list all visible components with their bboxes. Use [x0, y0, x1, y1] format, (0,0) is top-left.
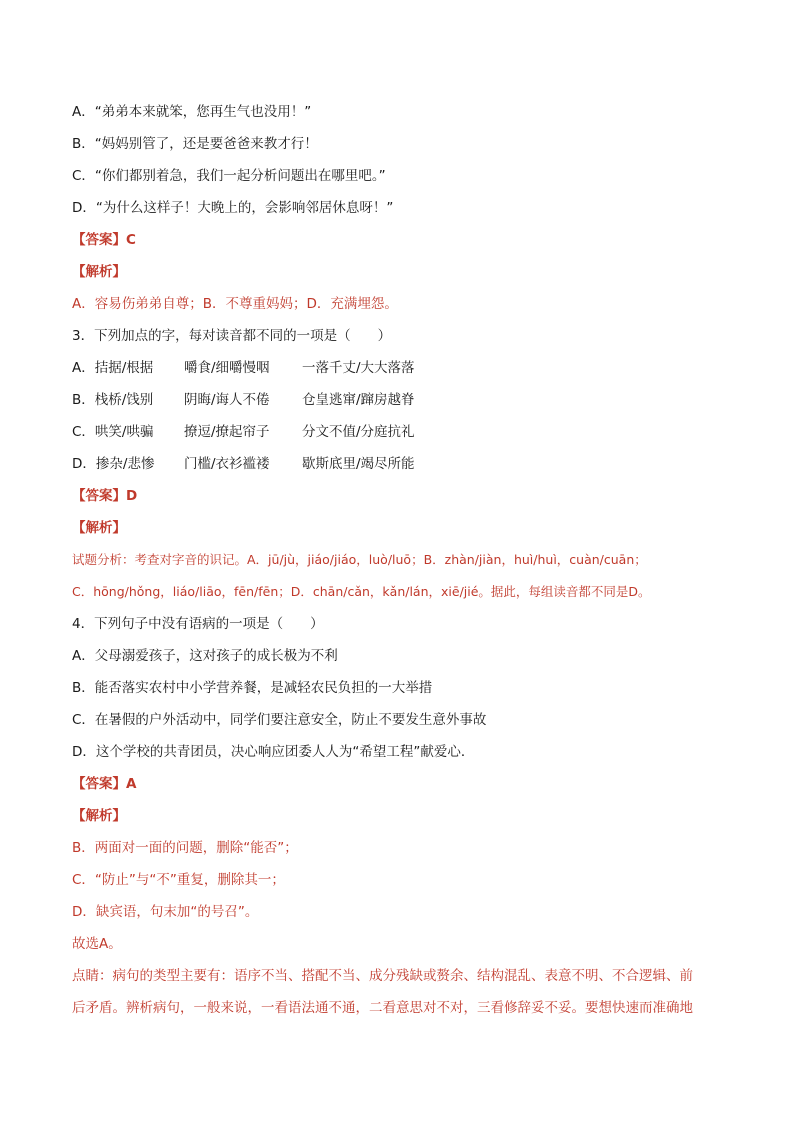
q3-option-d-2: 门槛/衣衫褴褛 — [184, 456, 270, 472]
q3-analysis-line-1: 试题分析：考查对字音的识记。A．jū/jù，jiáo/jiáo，luò/luō；B．zhàn/jiàn，huì/huì，cuàn/cuān； — [72, 552, 647, 567]
q3-option-b-3: 仓皇逃窜/蹿房越脊 — [302, 392, 415, 408]
q2-analysis: A．容易伤弟弟自尊；B．不尊重妈妈；D．充满埋怨。 — [72, 296, 398, 312]
q3-option-c-3: 分文不值/分庭抗礼 — [302, 424, 415, 440]
q4-stem: 4．下列句子中没有语病的一项是（ ） — [72, 616, 324, 632]
q3-option-c-2: 撩逗/撩起帘子 — [184, 424, 270, 440]
q3-option-a-2: 嚼食/细嚼慢咽 — [184, 360, 270, 376]
q4-note-line-1: 点睛：病句的类型主要有：语序不当、搭配不当、成分残缺或赘余、结构混乱、表意不明、不合逻辑、前 — [72, 968, 693, 984]
q2-option-d: D．“为什么这样子！大晚上的，会影响邻居休息呀！” — [72, 200, 394, 216]
q3-option-d-3: 歇斯底里/竭尽所能 — [302, 456, 415, 472]
q3-option-c-1: C．哄笑/哄骗 — [72, 424, 154, 440]
q4-analysis-label: 【解析】 — [72, 808, 126, 824]
q3-answer: 【答案】D — [72, 488, 138, 504]
q3-option-b-1: B．栈桥/饯别 — [72, 392, 154, 408]
q3-option-a-3: 一落千丈/大大落落 — [302, 360, 415, 376]
q3-option-a-1: A．拮据/根据 — [72, 360, 154, 376]
q4-analysis-c: C．“防止”与“不”重复，删除其一； — [72, 872, 285, 888]
q4-option-b: B．能否落实农村中小学营养餐，是减轻农民负担的一大举措 — [72, 680, 433, 696]
q3-option-d-1: D．掺杂/悲惨 — [72, 456, 155, 472]
q2-answer: 【答案】C — [72, 232, 136, 248]
q4-option-c: C．在暑假的户外活动中，同学们要注意安全，防止不要发生意外事故 — [72, 712, 487, 728]
q3-option-b-2: 阴晦/诲人不倦 — [184, 392, 270, 408]
q4-analysis-d: D．缺宾语，句末加“的号召”。 — [72, 904, 259, 920]
q4-answer: 【答案】A — [72, 776, 137, 792]
q4-note-line-2: 后矛盾。辨析病句，一般来说，一看语法通不通，二看意思对不对，三看修辞妥不妥。要想快速而准确地 — [72, 1000, 693, 1016]
q3-stem: 3．下列加点的字，每对读音都不同的一项是（ ） — [72, 328, 392, 344]
q4-option-a: A．父母溺爱孩子，这对孩子的成长极为不利 — [72, 648, 338, 664]
q4-choice: 故选A。 — [72, 936, 122, 952]
q4-analysis-b: B．两面对一面的问题，删除“能否”； — [72, 840, 298, 856]
q2-option-b: B．“妈妈别管了，还是要爸爸来教才行！ — [72, 136, 318, 152]
q2-option-a: A．“弟弟本来就笨，您再生气也没用！” — [72, 104, 312, 120]
q2-option-c: C．“你们都别着急，我们一起分析问题出在哪里吧。” — [72, 168, 386, 184]
q3-analysis-line-2: C．hōng/hǒng，liáo/liāo，fēn/fēn；D．chān/cǎn，kǎn/lán，xiē/jié。据此，每组读音都不同是D。 — [72, 584, 651, 599]
q2-analysis-label: 【解析】 — [72, 264, 126, 280]
q4-option-d: D．这个学校的共青团员，决心响应团委人人为“希望工程”献爱心． — [72, 744, 475, 760]
q3-analysis-label: 【解析】 — [72, 520, 126, 536]
